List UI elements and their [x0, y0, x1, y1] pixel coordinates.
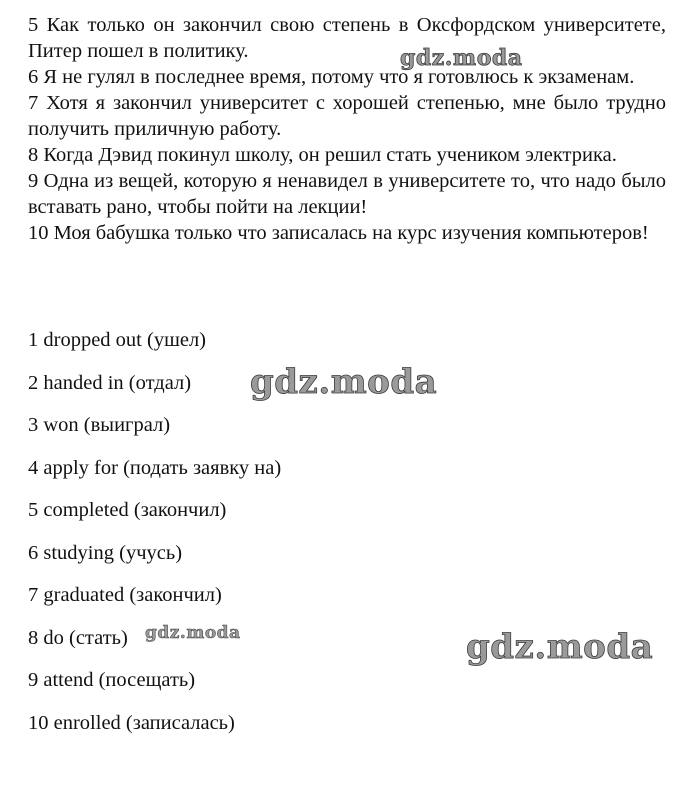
- answer-item: 8 do (стать): [28, 626, 128, 649]
- paragraph-8: 8 Когда Дэвид покинул школу, он решил стать учеником электрика.: [28, 144, 617, 166]
- answer-item: 7 graduated (закончил): [28, 584, 222, 606]
- paragraph-7: 7 Хотя я закончил университет с хорошей степенью, мне было трудно получить приличную работу.: [28, 92, 666, 140]
- watermark: gdz.moda: [466, 627, 654, 667]
- paragraph-10: 10 Моя бабушка только что записалась на курс изучения компьютеров!: [28, 222, 649, 244]
- paragraph-6: 6 Я не гулял в последнее время, потому что я готовлюсь к экзаменам.: [28, 66, 635, 88]
- watermark: gdz.moda: [250, 362, 438, 402]
- answer-item: 10 enrolled (записалась): [28, 711, 235, 734]
- answer-item: 2 handed in (отдал): [28, 371, 192, 394]
- watermark: gdz.moda: [400, 45, 523, 71]
- answer-item: 9 attend (посещать): [28, 669, 196, 691]
- watermark: gdz.moda: [145, 623, 241, 643]
- answer-item: 4 apply for (подать заявку на): [28, 456, 282, 479]
- answer-item: 6 studying (учусь): [28, 541, 183, 564]
- translation-paragraphs: [28, 12, 666, 246]
- answer-item: 3 won (выиграл): [28, 414, 171, 436]
- paragraph-5: 5 Как только он закончил свою степень в Оксфордском университете, Питер пошел в политику.: [28, 14, 666, 62]
- paragraph-9: 9 Одна из вещей, которую я ненавидел в университете то, что надо было вставать рано, чтобы пойти на лекции!: [28, 170, 666, 218]
- answer-item: 5 completed (закончил): [28, 499, 227, 521]
- answer-item: 1 dropped out (ушел): [28, 329, 207, 351]
